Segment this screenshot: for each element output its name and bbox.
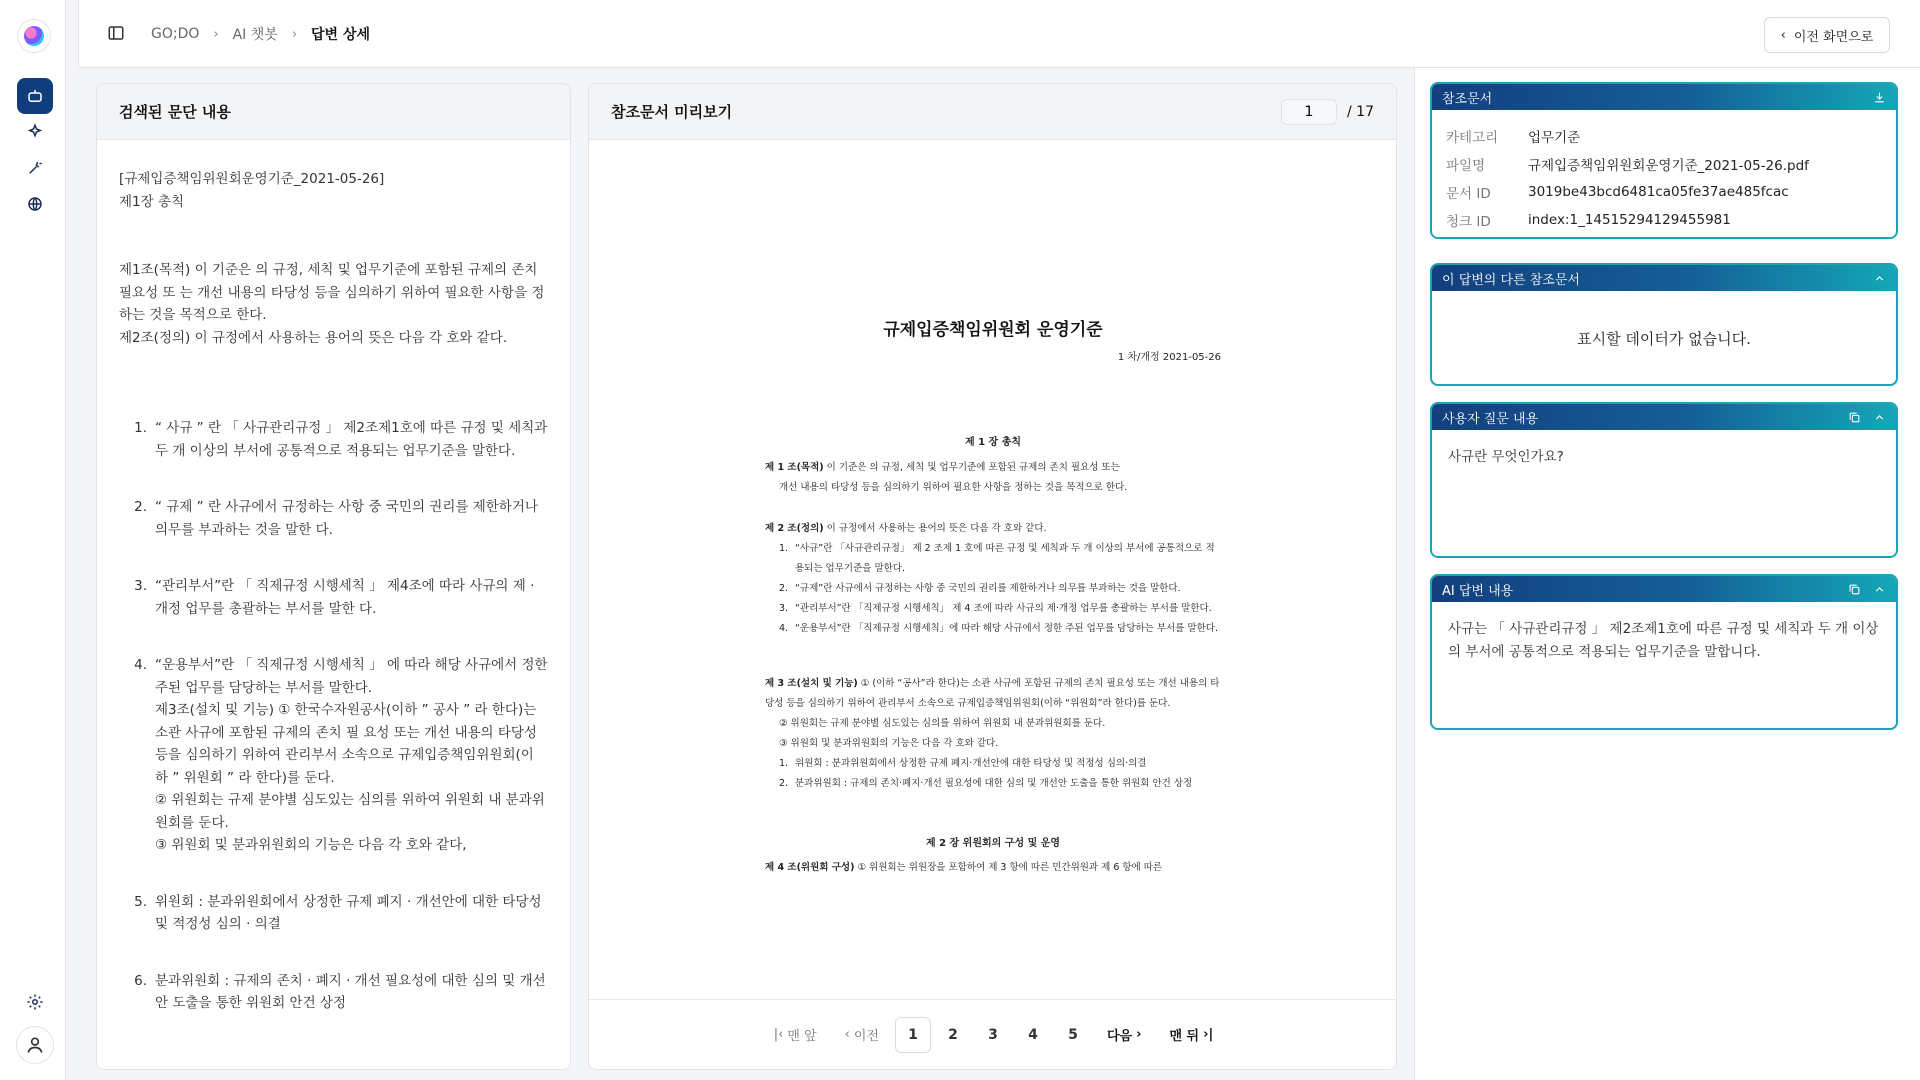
chevron-up-icon[interactable] <box>1873 411 1886 424</box>
first-page-button[interactable]: |‹ 맨 앞 <box>773 1027 817 1044</box>
sidebar-toggle-icon[interactable] <box>107 24 127 44</box>
info-value: 업무기준 <box>1528 130 1581 146</box>
doc-list-item: 3. “관리부서”란 「직제규정 시행세칙」 제 4 조에 따라 사규의 제·개정 업무를 총괄하는 부서를 말한다. <box>779 603 1212 614</box>
logo-icon[interactable] <box>17 19 51 53</box>
list-item <box>127 417 548 462</box>
info-row <box>1446 206 1809 234</box>
globe-icon[interactable] <box>17 186 53 222</box>
copy-icon[interactable] <box>1848 411 1861 424</box>
doc-title: 규제입증책임위원회 운영기준 <box>883 320 1103 340</box>
doc-list-item: 2. 분과위원회 : 규제의 존치·폐지·개선 필요성에 대한 심의 및 개선안 도출을 통한 위원회 안건 상정 <box>779 778 1193 789</box>
empty-message: 표시할 데이터가 없습니다. <box>1577 330 1751 348</box>
document-preview-panel <box>588 83 1397 1070</box>
retrieved-paragraph-panel <box>96 83 571 1070</box>
list-item-number: 5. <box>134 893 147 910</box>
magic-icon[interactable] <box>17 150 53 186</box>
chevron-up-icon[interactable] <box>1873 272 1886 285</box>
retrieved-paragraph-body <box>97 140 570 1060</box>
chapter-heading: 제1장 총칙 <box>119 193 185 210</box>
user-question-card <box>1430 402 1898 558</box>
info-key: 파일명 <box>1446 158 1486 174</box>
info-value: 3019be43bcd6481ca05fe37ae485fcac <box>1528 184 1789 200</box>
settings-icon[interactable] <box>17 984 53 1020</box>
reference-doc-card <box>1430 82 1898 239</box>
info-key: 문서 ID <box>1446 186 1491 202</box>
top-header <box>78 0 1920 68</box>
page-button-2[interactable]: 2 <box>948 1026 958 1043</box>
list-item-number: 3. <box>134 578 147 594</box>
last-page-button[interactable]: 맨 뒤 ›| <box>1169 1027 1214 1044</box>
breadcrumb-chatbot[interactable]: AI 챗봇 <box>232 27 278 43</box>
list-item-number: 6. <box>134 972 147 989</box>
list-item-text: 분과위원회 : 규제의 존치 · 폐지 · 개선 필요성에 대한 심의 및 개선안 도출을 통한 위원회 안건 상정 <box>155 972 546 1011</box>
icon-rail <box>0 0 66 1080</box>
reference-info-table <box>1446 122 1809 234</box>
page-total: / 17 <box>1347 103 1374 120</box>
next-page-button[interactable]: 다음 › <box>1106 1027 1142 1044</box>
info-row <box>1446 122 1809 150</box>
card-title: 사용자 질문 내용 <box>1442 411 1539 427</box>
card-title: 이 답변의 다른 참조문서 <box>1442 272 1580 288</box>
doc-revision: 1 차/개정 2021-05-26 <box>1117 352 1221 363</box>
article-1: 제1조(목적) 이 기준은 의 규정, 세칙 및 업무기준에 포함된 규제의 존치 필요성 또 는 개선 내용의 타당성 등을 심의하기 위하여 필요한 사항을 정하는 것을 목적으로 한다. <box>119 262 545 323</box>
list-item <box>127 891 548 936</box>
document-page <box>589 140 1397 1002</box>
user-icon[interactable] <box>16 1026 54 1064</box>
article-2: 제2조(정의) 이 규정에서 사용하는 용어의 뜻은 다음 각 호와 같다. <box>119 329 508 346</box>
info-key: 청크 ID <box>1446 214 1491 230</box>
info-row <box>1446 178 1809 206</box>
page-button-5[interactable]: 5 <box>1068 1026 1078 1043</box>
other-references-card <box>1430 263 1898 386</box>
copy-icon[interactable] <box>1848 583 1861 596</box>
list-item-number: 1. <box>134 420 147 436</box>
page-number-input[interactable] <box>1281 99 1337 125</box>
panel-title: 검색된 문단 내용 <box>97 84 570 140</box>
list-item <box>127 970 548 1015</box>
doc-list-item: 1. “사규”란 「사규관리규정」 제 2 조제 1 호에 따른 규정 및 세칙과 두 개 이상의 부서에 공통적으로 적용되는 업무기준을 말한다. <box>779 543 1215 574</box>
back-button-label: 이전 화면으로 <box>1793 29 1874 45</box>
chapter-2-title: 제 2 장 위원회의 구성 및 운영 <box>925 838 1061 849</box>
page-button-3[interactable]: 3 <box>988 1026 998 1043</box>
info-key: 카테고리 <box>1446 130 1499 146</box>
chapter-1-title: 제 1 장 총칙 <box>964 437 1022 448</box>
definition-list <box>119 417 548 1015</box>
page-button-4[interactable]: 4 <box>1028 1026 1038 1043</box>
list-item-text: “관리부서”란 「 직제규정 시행세칙 」 제4조에 따라 사규의 제 · 개정 업무를 총괄하는 부서를 말한 다. <box>155 578 535 617</box>
doc-list-item: 1. 위원회 : 분과위원회에서 상정한 규제 폐지·개선안에 대한 타당성 및 적정성 심의·의결 <box>779 758 1147 769</box>
article-4: 제 4 조(위원회 구성) ① 위원회는 위원장을 포함하여 제 3 항에 따른 민간위원과 제 6 항에 따른 <box>765 862 1163 873</box>
question-text: 사규란 무엇인가요? <box>1448 449 1564 465</box>
page-button-1[interactable]: 1 <box>895 1017 931 1053</box>
list-item-number: 2. <box>134 499 147 515</box>
ai-answer-card <box>1430 574 1898 730</box>
chevron-left-icon: ‹ <box>1780 27 1786 43</box>
breadcrumb <box>151 24 370 44</box>
info-value: index:1_14515294129455981 <box>1528 212 1731 228</box>
list-item <box>127 654 548 857</box>
doc-list-item: 4. “운용부서”란 「직제규정 시행세칙」에 따라 해당 사규에서 정한 주된 업무를 담당하는 부서를 말한다. <box>779 623 1218 634</box>
list-item-text: “ 규제 ” 란 사규에서 규정하는 사항 중 국민의 권리를 제한하거나 의무를 부과하는 것을 말한 다. <box>155 499 538 538</box>
doc-list-item: 2. “규제”란 사규에서 규정하는 사항 중 국민의 권리를 제한하거나 의무를 부과하는 것을 말한다. <box>779 583 1181 594</box>
info-row <box>1446 150 1809 178</box>
list-item-number: 4. <box>134 657 147 673</box>
pagination <box>589 999 1397 1069</box>
card-title: 참조문서 <box>1442 91 1493 107</box>
list-item-text: 위원회 : 분과위원회에서 상정한 규제 폐지 · 개선안에 대한 타당성 및 적정성 심의 · 의결 <box>155 893 542 932</box>
breadcrumb-home[interactable]: GO;DO <box>151 26 200 42</box>
back-button[interactable] <box>1764 17 1890 53</box>
page-indicator <box>1281 99 1374 125</box>
answer-text: 사규는 「 사규관리규정 」 제2조제1호에 따른 규정 및 세칙과 두 개 이상의 부서에 공통적으로 적용되는 업무기준을 말합니다. <box>1448 621 1879 660</box>
card-title: AI 답변 내용 <box>1442 583 1514 599</box>
list-item-text: “ 사규 ” 란 「 사규관리규정 」 제2조제1호에 따른 규정 및 세칙과 두 개 이상의 부서에 공통적으로 적용되는 업무기준을 말한다. <box>155 420 548 459</box>
chevron-right-icon: › <box>291 26 298 42</box>
list-item-text: “운용부서”란 「 직제규정 시행세칙 」 에 따라 해당 사규에서 정한 주된 업무를 담당하는 부서를 말한다. 제3조(설치 및 기능) ① 한국수자원공사(이하 ” 공사 ” 라 한다)는 소관 사규에 포함된 규제의 존치 필 요성 또는 개선 내용의 타당성 등을 심의하기 위하여 관리부서 소속으로 규제입증책임위원회(이 하 ” 위원회 ” 라 한다)를 둔다. ② 위원회는 규제 분야별 심도있는 심의를 위하여 위원회 내 분과위원회를 둔다. ③ 위원회 및 분과위원회의 기능은 다음 각 호와 같다, <box>155 657 548 853</box>
info-value: 규제입증책임위원회운영기준_2021-05-26.pdf <box>1528 158 1809 174</box>
chevron-right-icon: › <box>213 26 219 42</box>
article-1: 제 1 조(목적) 이 기준은 의 규정, 세칙 및 업무기준에 포함된 규제의 존치 필요성 또는 개선 내용의 타당성 등을 심의하기 위하여 필요한 사항을 정하는 것을 목적으로 한다. <box>765 462 1128 493</box>
panel-title: 참조문서 미리보기 <box>611 103 733 121</box>
chevron-up-icon[interactable] <box>1873 583 1886 596</box>
breadcrumb-current: 답변 상세 <box>311 27 370 43</box>
sparkle-icon[interactable] <box>17 114 53 150</box>
article-2: 제 2 조(정의) 이 규정에서 사용하는 용어의 뜻은 다음 각 호와 같다. 1. “사규”란 「사규관리규정」 제 2 조제 1 호에 따른 규정 및 세칙과 두 개 이상의 부서에 공통적으로 적용되는 업무기준을 말한다. 2. “규제”란 사규에서 규정하는 사항 중 국민의 권리를 제한하거나 의무를 부과하는 것을 말한다. 3. “관리부서”란 「직제규정 시행세칙」 제 4 조에 따라 사규의 제·개정 업무를 총괄하는 부서를 말한다. 4. “운용부서”란 「직제규정 시행세칙」에 따라 해당 사규에서 정한 주된 업무를 담당하는 부서를 말한다. <box>765 519 1221 639</box>
chatbot-icon[interactable] <box>17 78 53 114</box>
list-item <box>127 575 548 620</box>
prev-page-button[interactable]: ‹ 이전 <box>844 1027 879 1044</box>
article-3: 제 3 조(설치 및 기능) ① (이하 “공사”라 한다)는 소관 사규에 포함된 규제의 존치 필요성 또는 개선 내용의 타당성 등을 심의하기 위하여 관리부서 소속으로 규제입증책임위원회(이하 “위원회”라 한다)를 둔다. ② 위원회는 규제 분야별 심도있는 심의를 위하여 위원회 내 분과위원회를 둔다. ③ 위원회 및 분과위원회의 기능은 다음 각 호와 같다. 1. 위원회 : 분과위원회에서 상정한 규제 폐지·개선안에 대한 타당성 및 적정성 심의·의결 2. 분과위원회 : 규제의 존치·폐지·개선 필요성에 대한 심의 및 개선안 도출을 통한 위원회 안건 상정 <box>765 674 1221 794</box>
doc-heading: [규제입증책임위원회운영기준_2021-05-26] <box>119 171 385 187</box>
download-icon[interactable] <box>1873 91 1886 104</box>
list-item <box>127 496 548 541</box>
